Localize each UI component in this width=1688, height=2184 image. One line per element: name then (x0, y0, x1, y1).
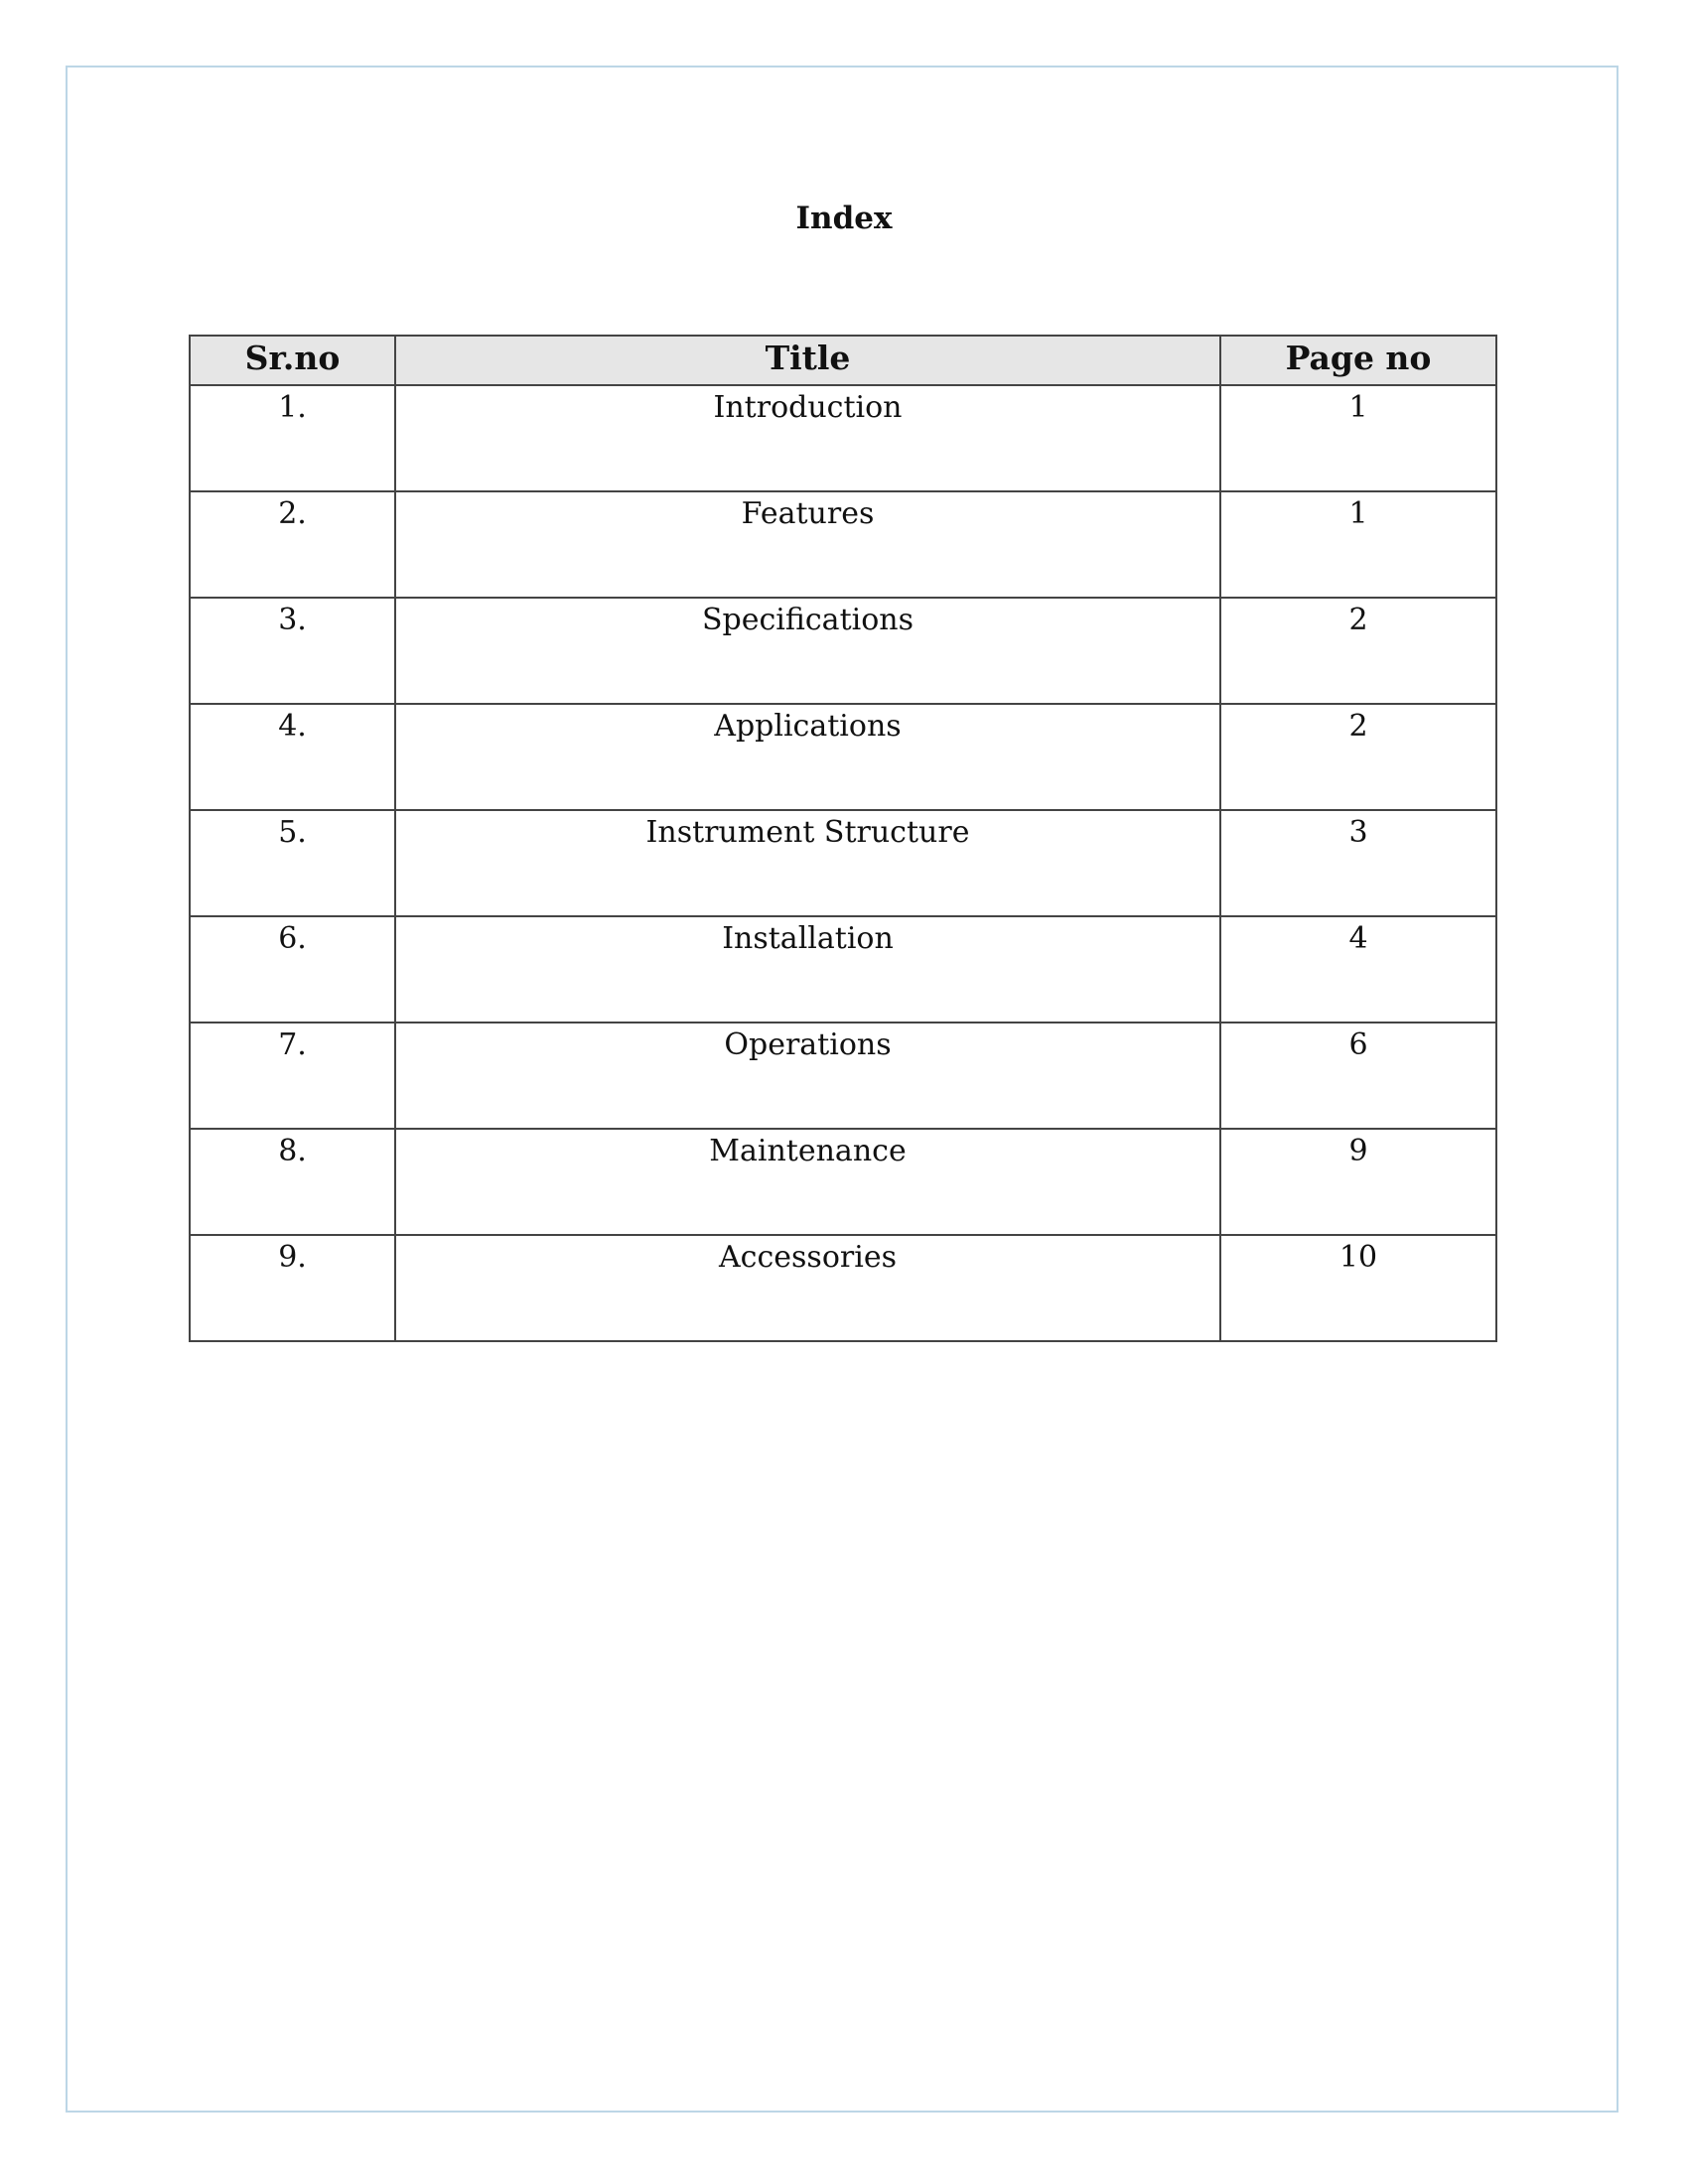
cell-sr-no: 6. (190, 916, 395, 1023)
table-row (190, 916, 1496, 1023)
cell-sr-no: 7. (190, 1023, 395, 1129)
cell-title: Instrument Structure (395, 810, 1220, 916)
cell-sr-no: 8. (190, 1129, 395, 1235)
index-table (189, 335, 1497, 1342)
cell-page-no: 2 (1220, 704, 1496, 810)
cell-page-no: 1 (1220, 491, 1496, 598)
cell-sr-no: 9. (190, 1235, 395, 1341)
cell-title: Operations (395, 1023, 1220, 1129)
cell-page-no: 3 (1220, 810, 1496, 916)
table-row (190, 704, 1496, 810)
cell-page-no: 6 (1220, 1023, 1496, 1129)
header-sr-no: Sr.no (190, 336, 395, 385)
cell-page-no: 4 (1220, 916, 1496, 1023)
cell-page-no: 1 (1220, 385, 1496, 491)
cell-title: Maintenance (395, 1129, 1220, 1235)
header-title: Title (395, 336, 1220, 385)
cell-title: Specifications (395, 598, 1220, 704)
table-row (190, 810, 1496, 916)
table-row (190, 1235, 1496, 1341)
cell-title: Installation (395, 916, 1220, 1023)
header-page-no: Page no (1220, 336, 1496, 385)
cell-title: Features (395, 491, 1220, 598)
table-row (190, 1023, 1496, 1129)
cell-sr-no: 5. (190, 810, 395, 916)
table-row (190, 598, 1496, 704)
cell-sr-no: 4. (190, 704, 395, 810)
cell-sr-no: 2. (190, 491, 395, 598)
cell-title: Applications (395, 704, 1220, 810)
table-header-row (190, 336, 1496, 385)
cell-sr-no: 1. (190, 385, 395, 491)
cell-page-no: 2 (1220, 598, 1496, 704)
page-title: Index (795, 201, 893, 236)
table-row (190, 491, 1496, 598)
cell-title: Accessories (395, 1235, 1220, 1341)
cell-sr-no: 3. (190, 598, 395, 704)
table-row (190, 385, 1496, 491)
table-row (190, 1129, 1496, 1235)
cell-title: Introduction (395, 385, 1220, 491)
cell-page-no: 9 (1220, 1129, 1496, 1235)
cell-page-no: 10 (1220, 1235, 1496, 1341)
